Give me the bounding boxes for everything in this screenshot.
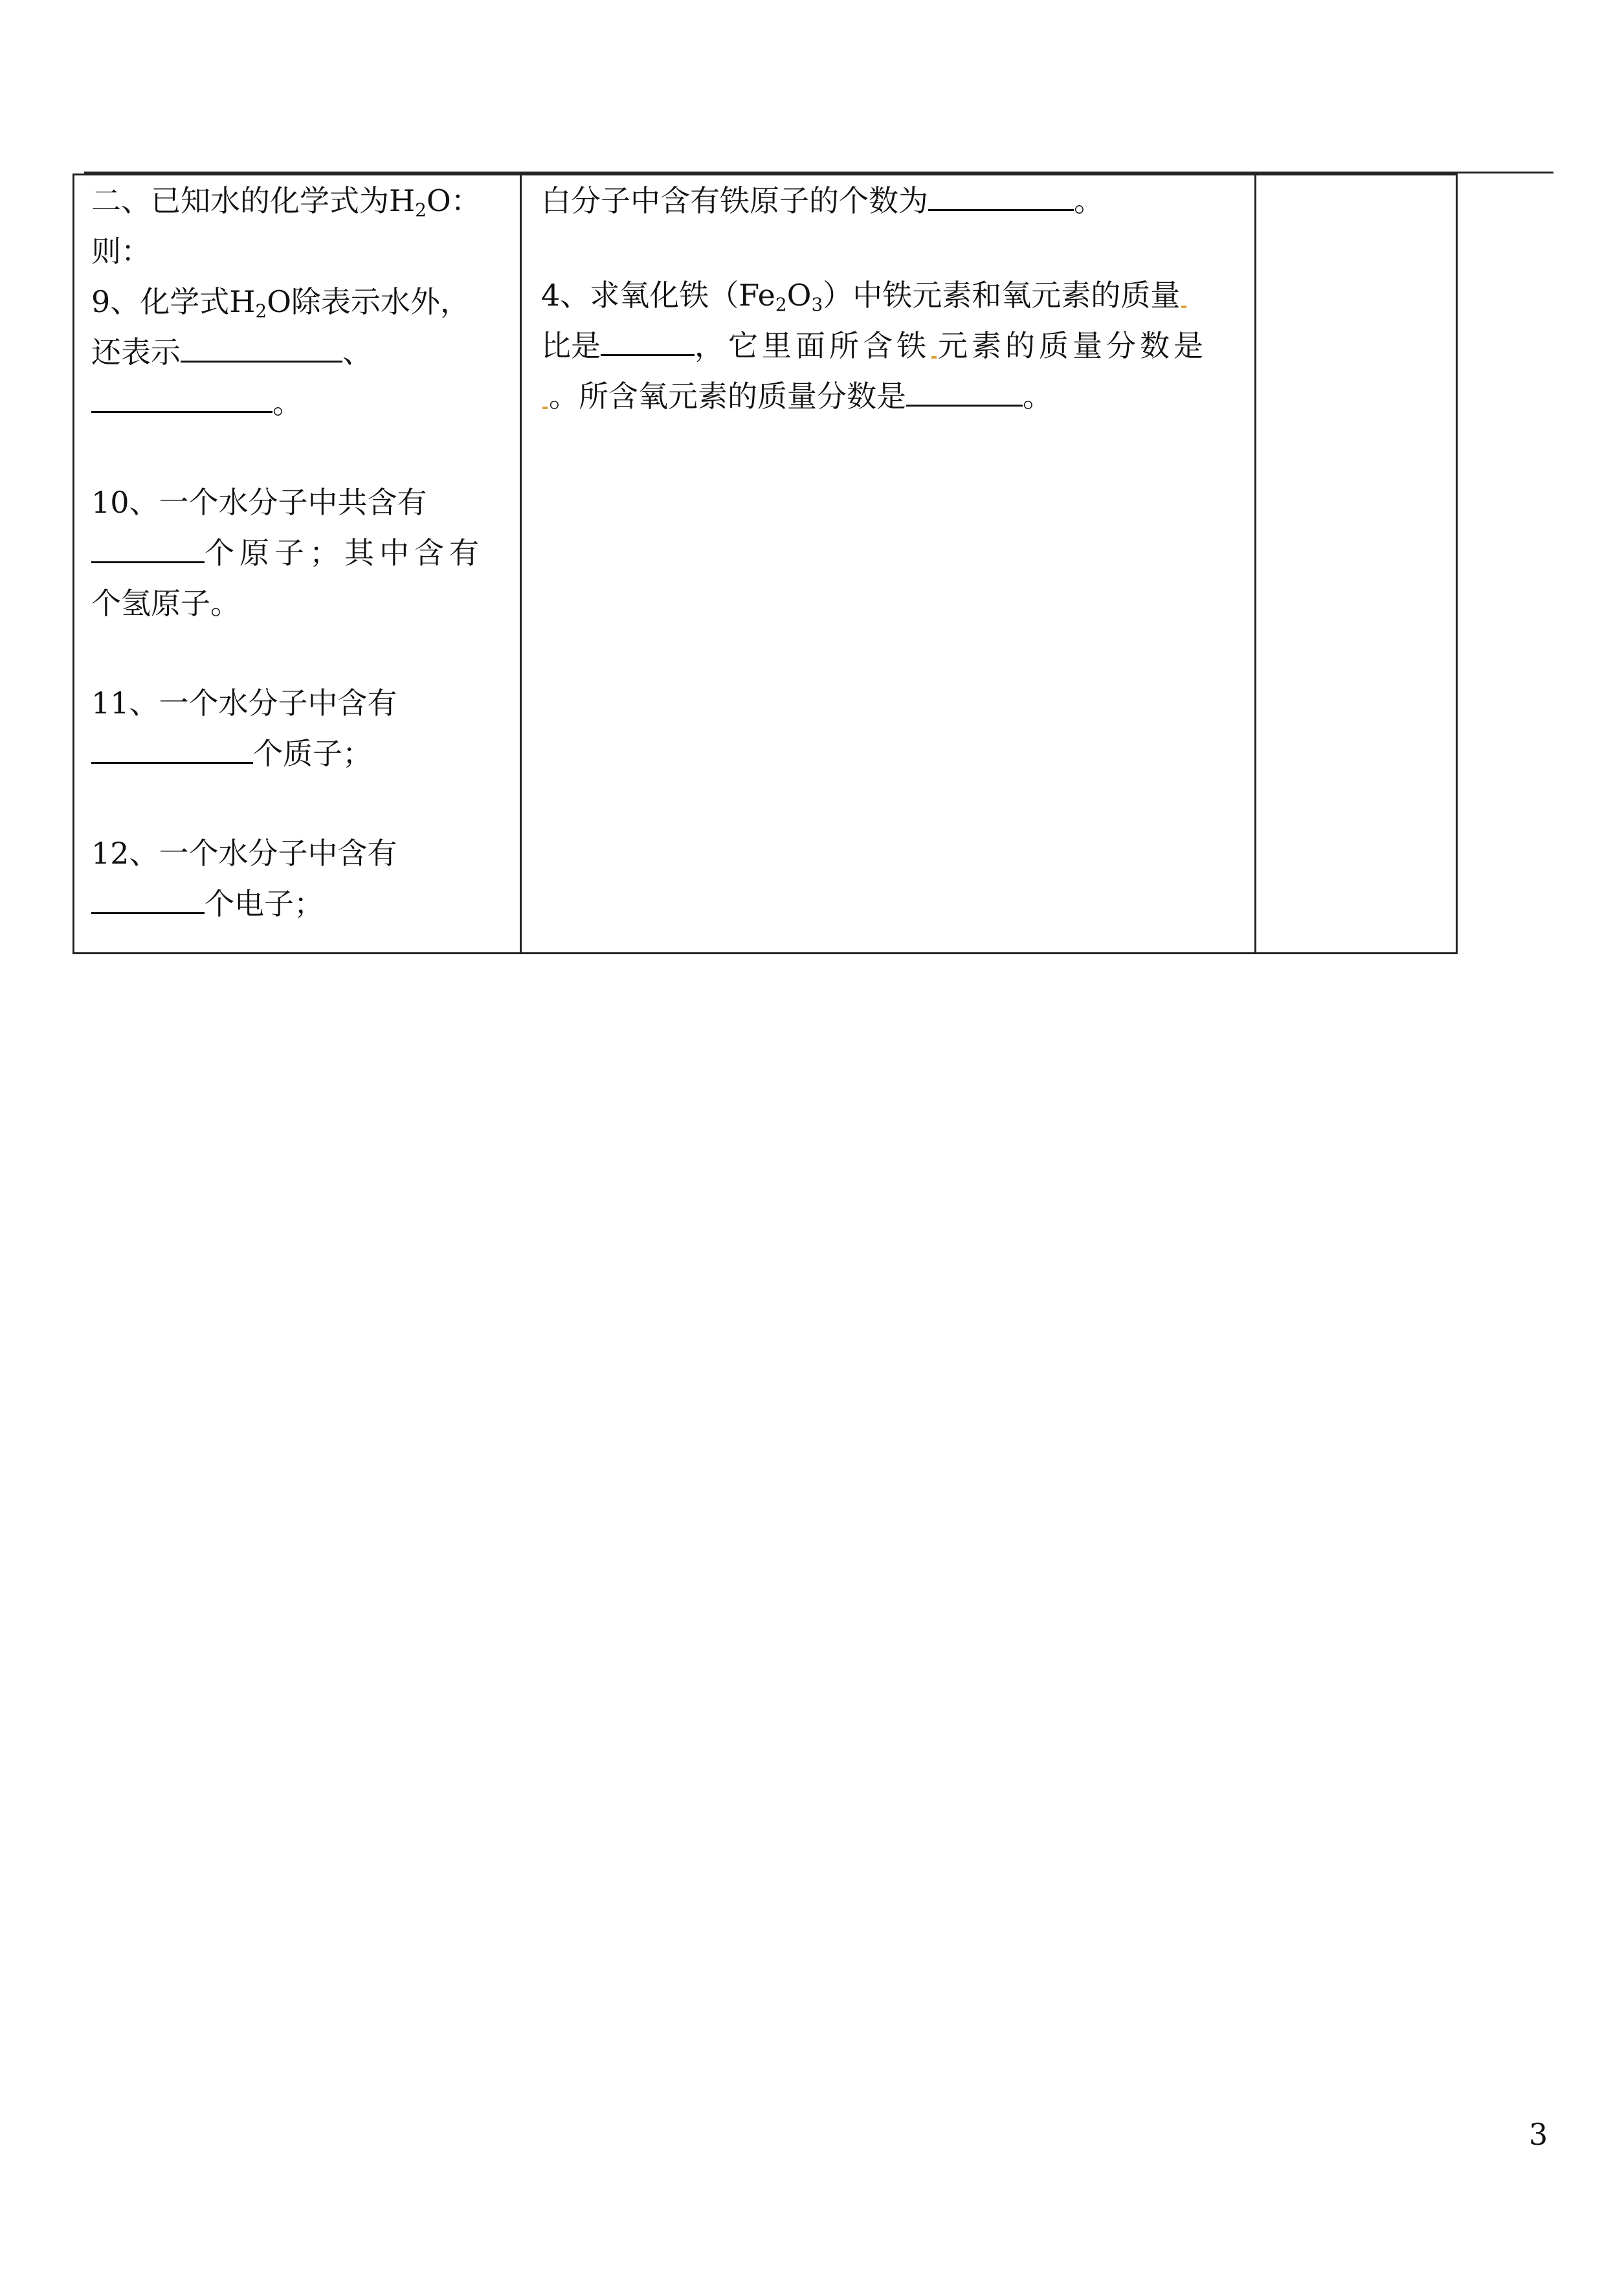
edit-mark [542,407,548,409]
edit-mark [1181,306,1186,308]
q11-line1: 11、一个水分子中含有 [91,686,397,721]
q9-blank-1[interactable] [181,332,342,363]
q4-line3: 。所含氧元素的质量分数是 。 [522,371,1254,421]
middle-column-cell [521,175,1256,954]
section-title: 二、已知水的化学式为$H_2O$： [91,183,481,221]
q12-blank[interactable] [91,884,205,914]
q4-line2: 比是 ，它里面所含铁 元素的质量分数是 [522,320,1254,371]
q12-line1: 12、一个水分子中含有 [91,836,397,871]
worksheet-table [72,173,1458,954]
q12-line2: 个电子； [74,878,520,929]
q11-line2: 个质子； [74,728,520,779]
oxygen-fraction-blank[interactable] [906,376,1023,407]
iron-atoms-line: 白分子中含有铁原子的个数为 。 [522,175,1254,226]
right-column-cell [1256,175,1457,954]
q9-line2: 还表示 、 [74,327,520,377]
q9-line1: 9、化学式$H_2O$除表示水外， [91,284,470,322]
q9-line3: 。 [74,377,520,428]
iron-atoms-blank[interactable] [928,181,1074,211]
q9-blank-2[interactable] [91,383,273,413]
edit-mark [931,356,937,359]
q10-line2: 个原子；其中含有 [74,528,520,578]
left-column-cell [74,175,521,954]
mass-ratio-blank[interactable] [601,326,695,356]
q10-line3: 个氢原子。 [91,586,240,621]
q10-blank-1[interactable] [91,533,205,563]
q4-line1: 4、求氧化铁$(Fe_2O_3)$中铁元素和氧元素的质量 [522,270,1254,320]
q10-line1: 10、一个水分子中共含有 [91,485,427,520]
q11-blank[interactable] [91,733,253,764]
page-number: 3 [1529,2117,1548,2152]
section-title-cont: 则： [91,234,151,269]
